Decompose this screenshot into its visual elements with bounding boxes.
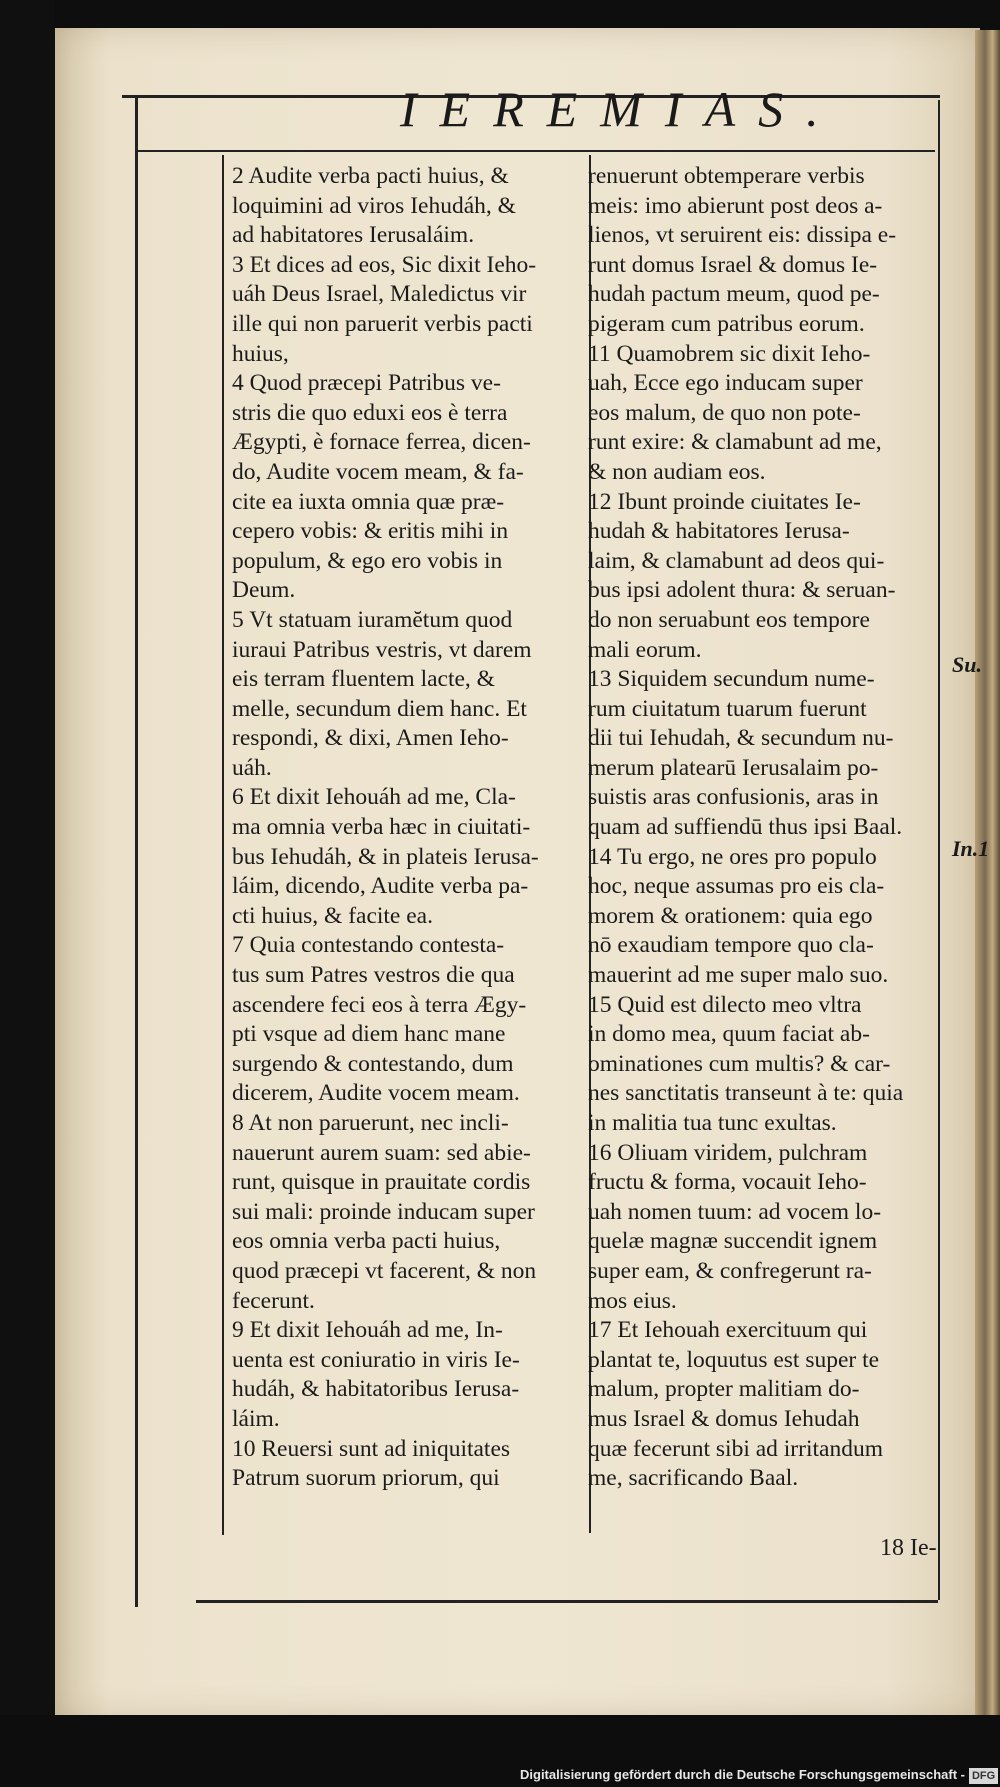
text-line: laim, & clamabunt ad deos qui-	[588, 547, 885, 574]
text-line: uáh Deus Israel, Maledictus vir	[232, 281, 527, 308]
text-line: 4 Quod præcepi Patribus ve-	[232, 370, 501, 397]
text-line: ille qui non paruerit verbis pacti	[232, 310, 533, 337]
digitization-notice	[520, 1762, 1000, 1787]
text-line: sui mali: proinde inducam super	[232, 1198, 535, 1225]
text-line: stris die quo eduxi eos è terra	[232, 399, 508, 426]
text-line: in domo mea, quum faciat ab-	[588, 1021, 870, 1048]
text-line: renuerunt obtemperare verbis	[588, 163, 865, 189]
text-line: loquimini ad viros Iehudáh, &	[232, 192, 516, 219]
text-line: bus ipsi adolent thura: & seruan-	[588, 577, 896, 604]
text-line: mali eorum.	[588, 636, 702, 663]
text-line: hoc, neque assumas pro eis cla-	[588, 873, 885, 900]
text-line: 17 Et Iehouah exercituum qui	[588, 1317, 868, 1344]
head-bottom-rule	[137, 150, 935, 152]
left-frame-rule	[135, 95, 138, 1607]
text-line: do non seruabunt eos tempore	[588, 606, 870, 633]
text-line: ma omnia verba hæc in ciuitati-	[232, 814, 531, 841]
text-line: 15 Quid est dilecto meo vltra	[588, 991, 862, 1018]
text-line: me, sacrificando Baal.	[588, 1465, 799, 1492]
text-line: Patrum suorum priorum, qui	[232, 1465, 500, 1492]
text-line: ad habitatores Ierusaláim.	[232, 222, 475, 249]
text-line: pti vsque ad diem hanc mane	[232, 1021, 506, 1048]
text-line: merum platearū Ierusalaim po-	[588, 754, 879, 781]
digitization-notice-text: Digitalisierung gefördert durch die Deutsche Forschungsgemeinschaft -	[520, 1767, 965, 1782]
text-line: bus Iehudáh, & in plateis Ierusa-	[232, 843, 539, 870]
text-line: uenta est coniuratio in viris Ie-	[232, 1346, 520, 1373]
text-line: uáh.	[232, 754, 272, 781]
text-line: 2 Audite verba pacti huius, &	[232, 163, 509, 189]
text-line: morem & orationem: quia ego	[588, 902, 873, 929]
text-line: rum ciuitatum tuarum fuerunt	[588, 695, 867, 722]
text-line: populum, & ego ero vobis in	[232, 547, 503, 574]
text-line: nauerunt aurem suam: sed abie-	[232, 1139, 531, 1166]
catchword: 18 Ie-	[880, 1535, 937, 1561]
text-line: iuraui Patribus vestris, vt darem	[232, 636, 532, 663]
text-line: dii tui Iehudah, & secundum nu-	[588, 725, 894, 752]
text-line: super eam, & confregerunt ra-	[588, 1257, 872, 1284]
text-line: cti huius, & facite ea.	[232, 902, 433, 929]
text-line: lienos, vt seruirent eis: dissipa e-	[588, 222, 897, 249]
margin-note-1: Su.	[952, 652, 982, 677]
text-line: fecerunt.	[232, 1287, 315, 1314]
text-line: láim, dicendo, Audite verba pa-	[232, 873, 529, 900]
text-line: eos omnia verba pacti huius,	[232, 1228, 501, 1255]
text-line: 5 Vt statuam iuramĕtum quod	[232, 606, 513, 633]
inner-left-rule	[222, 155, 224, 1535]
text-line: 14 Tu ergo, ne ores pro populo	[588, 843, 877, 870]
text-line: suistis aras confusionis, aras in	[588, 784, 879, 811]
text-line: 12 Ibunt proinde ciuitates Ie-	[588, 488, 861, 515]
text-line: melle, secundum diem hanc. Et	[232, 695, 527, 722]
text-line: fructu & forma, vocauit Ieho-	[588, 1169, 867, 1196]
text-line: cite ea iuxta omnia quæ præ-	[232, 488, 505, 515]
text-line: runt domus Israel & domus Ie-	[588, 251, 878, 278]
text-line: in malitia tua tunc exultas.	[588, 1110, 837, 1136]
margin-note-2: In.1	[952, 836, 990, 861]
text-line: hudáh, & habitatoribus Ierusa-	[232, 1376, 520, 1403]
text-line: 16 Oliuam viridem, pulchram	[588, 1139, 868, 1166]
text-line: quam ad suffiendū thus ipsi Baal.	[588, 814, 903, 841]
text-line: ominationes cum multis? & car-	[588, 1050, 891, 1077]
text-line: 7 Quia contestando contesta-	[232, 932, 505, 959]
text-line: runt, quisque in prauitate cordis	[232, 1169, 531, 1196]
text-line: surgendo & contestando, dum	[232, 1050, 514, 1077]
page-edge-right	[975, 30, 1000, 1720]
text-line: ascendere feci eos à terra Ægy-	[232, 991, 527, 1018]
dfg-logo: DFG	[969, 1768, 998, 1784]
scan-background-left	[0, 0, 55, 1787]
text-line: 11 Quamobrem sic dixit Ieho-	[588, 340, 871, 367]
text-line: meis: imo abierunt post deos a-	[588, 192, 883, 219]
text-line: do, Audite vocem meam, & fa-	[232, 458, 524, 485]
text-line: runt exire: & clamabunt ad me,	[588, 429, 882, 456]
left-text-column	[232, 162, 592, 1532]
text-line: respondi, & dixi, Amen Ieho-	[232, 725, 509, 752]
text-line: 8 At non paruerunt, nec incli-	[232, 1110, 509, 1136]
text-line: quod præcepi vt facerent, & non	[232, 1257, 537, 1284]
text-line: plantat te, loquutus est super te	[588, 1346, 880, 1373]
text-line: 10 Reuersi sunt ad iniquitates	[232, 1435, 511, 1462]
text-line: tus sum Patres vestros die qua	[232, 962, 515, 989]
text-line: láim.	[232, 1405, 280, 1432]
text-line: hudah pactum meum, quod pe-	[588, 281, 880, 308]
text-line: mauerint ad me super malo suo.	[588, 962, 889, 989]
text-line: & non audiam eos.	[588, 458, 766, 485]
text-line: eis terram fluentem lacte, &	[232, 666, 495, 693]
text-line: nō exaudiam tempore quo cla-	[588, 932, 874, 959]
text-line: 9 Et dixit Iehouáh ad me, In-	[232, 1317, 503, 1344]
text-line: 13 Siquidem secundum nume-	[588, 666, 875, 693]
text-line: nes sanctitatis transeunt à te: quia	[588, 1080, 904, 1107]
text-line: Ægypti, è fornace ferrea, dicen-	[232, 429, 531, 456]
bottom-frame-rule	[196, 1600, 938, 1603]
text-line: mos eius.	[588, 1287, 677, 1314]
text-line: huius,	[232, 340, 289, 367]
text-line: Deum.	[232, 577, 296, 604]
text-line: pigeram cum patribus eorum.	[588, 310, 865, 337]
text-line: hudah & habitatores Ierusa-	[588, 518, 850, 545]
right-text-column	[588, 162, 940, 1532]
text-line: quelæ magnæ succendit ignem	[588, 1228, 878, 1255]
text-line: dicerem, Audite vocem meam.	[232, 1080, 520, 1107]
text-line: mus Israel & domus Iehudah	[588, 1405, 860, 1432]
text-line: 6 Et dixit Iehouáh ad me, Cla-	[232, 784, 516, 811]
running-head: IEREMIAS.	[400, 81, 842, 137]
text-line: malum, propter malitiam do-	[588, 1376, 860, 1403]
text-line: 3 Et dices ad eos, Sic dixit Ieho-	[232, 251, 537, 278]
text-line: eos malum, de quo non pote-	[588, 399, 861, 426]
text-line: uah, Ecce ego inducam super	[588, 370, 863, 397]
text-line: uah nomen tuum: ad vocem lo-	[588, 1198, 882, 1225]
text-line: quæ fecerunt sibi ad irritandum	[588, 1435, 883, 1462]
text-line: cepero vobis: & eritis mihi in	[232, 518, 509, 545]
